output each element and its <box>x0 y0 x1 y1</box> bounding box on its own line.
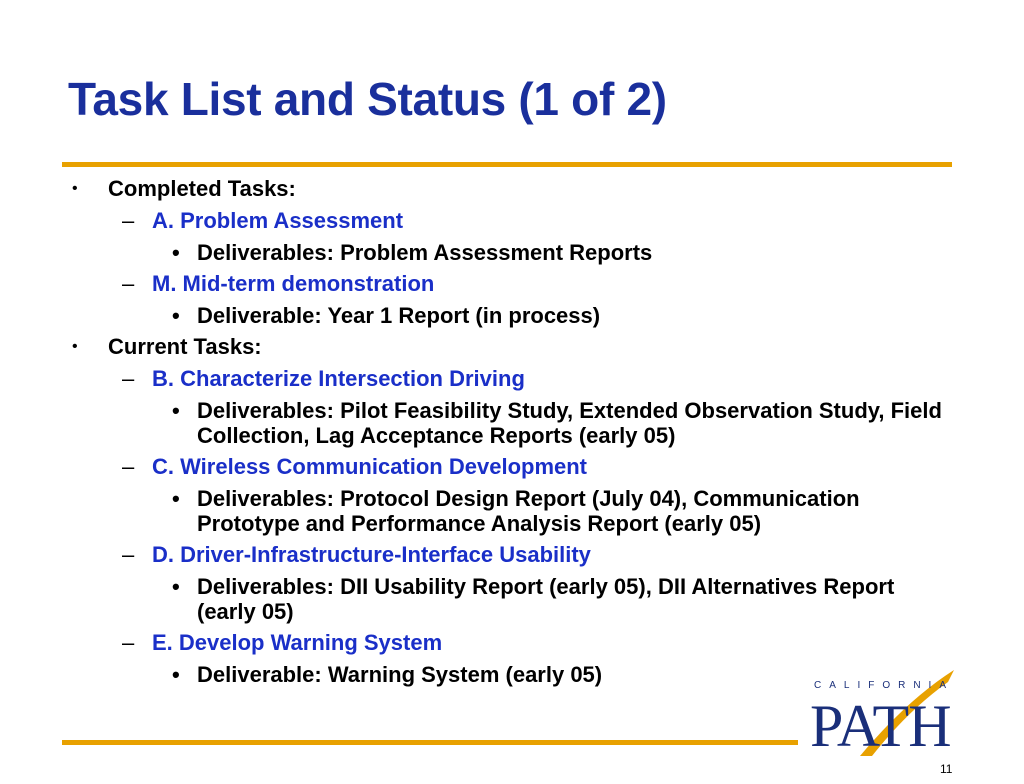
subheading-item <box>72 208 972 234</box>
dash-marker: – <box>122 271 135 296</box>
bullet-marker: • <box>72 180 78 197</box>
deliverable-text: Deliverables: DII Usability Report (early 05), DII Alternatives Report (early 05) <box>197 574 895 624</box>
subheading-item <box>72 366 972 392</box>
top-divider <box>62 162 952 167</box>
page-number: 11 <box>940 762 953 776</box>
dash-marker: – <box>122 454 135 479</box>
bullet-text: Completed Tasks: <box>108 176 296 201</box>
subheading-text: E. Develop Warning System <box>152 630 443 655</box>
california-path-logo <box>808 668 960 768</box>
bullet-marker: • <box>172 486 180 511</box>
dash-marker: – <box>122 542 135 567</box>
page-title: Task List and Status (1 of 2) <box>68 73 667 125</box>
subheading-item <box>72 454 972 480</box>
deliverable-text: Deliverable: Warning System (early 05) <box>197 662 603 687</box>
deliverable-text: Deliverables: Pilot Feasibility Study, Extended Observation Study, Field Collection, Lag Acceptance Reports (early 05) <box>197 398 942 448</box>
bullet-item <box>72 176 972 202</box>
bullet-marker: • <box>172 303 180 328</box>
deliverable-item <box>72 486 957 536</box>
bullet-marker: • <box>172 574 180 599</box>
subheading-item <box>72 630 972 656</box>
bullet-text: Current Tasks: <box>108 334 262 359</box>
subheading-item <box>72 542 972 568</box>
deliverable-item <box>72 303 957 328</box>
subheading-text: A. Problem Assessment <box>152 208 404 233</box>
dash-marker: – <box>122 208 135 233</box>
deliverable-text: Deliverables: Problem Assessment Reports <box>197 240 653 265</box>
deliverable-item <box>72 398 957 448</box>
subheading-item <box>72 271 972 297</box>
subheading-text: B. Characterize Intersection Driving <box>152 366 525 391</box>
deliverable-item <box>72 574 957 624</box>
logo-top-text: CALIFORNIA <box>813 680 954 691</box>
logo-wordmark: PATH <box>810 693 951 759</box>
subheading-text: C. Wireless Communication Development <box>152 454 588 479</box>
subheading-text: M. Mid-term demonstration <box>152 271 435 296</box>
bottom-divider <box>62 740 798 745</box>
dash-marker: – <box>122 366 135 391</box>
bullet-marker: • <box>172 662 180 687</box>
bullet-marker: • <box>72 338 78 355</box>
deliverable-item <box>72 240 957 265</box>
dash-marker: – <box>122 630 135 655</box>
subheading-text: D. Driver-Infrastructure-Interface Usability <box>152 542 591 567</box>
bullet-item <box>72 334 972 360</box>
bullet-marker: • <box>172 398 180 423</box>
deliverable-text: Deliverable: Year 1 Report (in process) <box>197 303 601 328</box>
bullet-marker: • <box>172 240 180 265</box>
bullet-list <box>72 170 972 687</box>
deliverable-text: Deliverables: Protocol Design Report (July 04), Communication Prototype and Performance Analysis Report (early 05) <box>197 486 860 536</box>
